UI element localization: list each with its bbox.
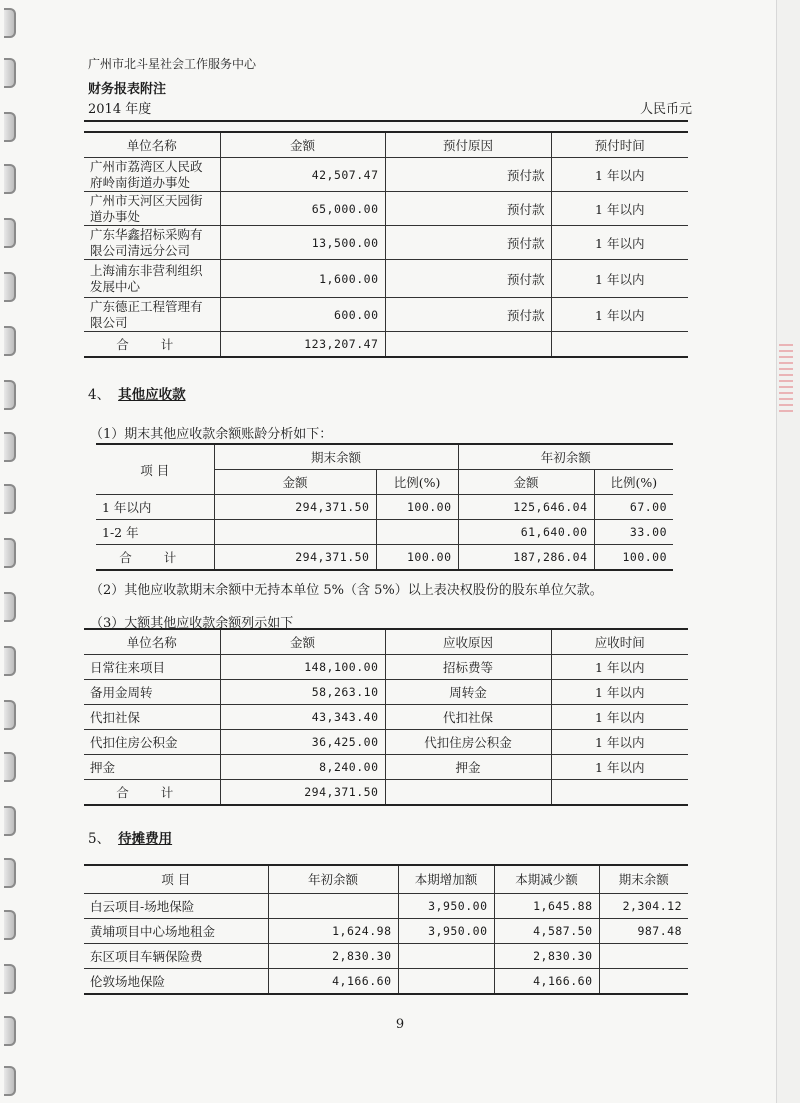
unit-name: 代扣社保 xyxy=(84,705,220,730)
item-cell: 白云项目-场地保险 xyxy=(84,893,268,918)
amount-cell: 13,500.00 xyxy=(220,226,385,260)
amount-cell: 1,600.00 xyxy=(220,260,385,298)
binding-rings xyxy=(0,0,22,1103)
unit-name: 广州市荔湾区人民政府岭南街道办事处 xyxy=(84,158,220,192)
reason-cell: 招标费等 xyxy=(385,655,551,680)
report-title: 财务报表附注 xyxy=(88,82,167,97)
col-header: 年初余额 xyxy=(268,865,398,893)
item-cell: 伦敦场地保险 xyxy=(84,968,268,994)
unit-name: 代扣住房公积金 xyxy=(84,730,220,755)
sub-cell: 4,587.50 xyxy=(494,918,599,943)
begin-cell xyxy=(268,893,398,918)
add-cell: 3,950.00 xyxy=(398,918,494,943)
amount-cell xyxy=(214,520,376,545)
amount-cell: 42,507.47 xyxy=(220,158,385,192)
end-cell xyxy=(599,968,688,994)
prepaid-table xyxy=(84,131,688,358)
table-row xyxy=(84,755,688,780)
end-balance-header: 期末余额 xyxy=(214,444,458,470)
table-row xyxy=(84,893,688,918)
table-row xyxy=(96,495,673,520)
begin-cell: 2,830.30 xyxy=(268,943,398,968)
shareholder-note: （2）其他应收款期末余额中无持本单位 5%（含 5%）以上表决权股份的股东单位欠款。 xyxy=(90,583,603,598)
reason-cell: 预付款 xyxy=(385,158,551,192)
table-row xyxy=(84,730,688,755)
amount-header: 金额 xyxy=(214,470,376,495)
unit-name: 广东德正工程管理有限公司 xyxy=(84,298,220,332)
table-row xyxy=(84,918,688,943)
add-cell xyxy=(398,968,494,994)
time-cell: 1 年以内 xyxy=(551,755,688,780)
add-cell: 3,950.00 xyxy=(398,893,494,918)
col-header: 本期减少额 xyxy=(494,865,599,893)
reason-cell: 预付款 xyxy=(385,260,551,298)
col-header: 预付原因 xyxy=(385,132,551,158)
red-stamp-mark xyxy=(778,340,796,460)
end-cell: 987.48 xyxy=(599,918,688,943)
table-row xyxy=(84,298,688,332)
table-row xyxy=(84,943,688,968)
section-number: 4、 xyxy=(88,387,111,403)
section-title: 其他应收款 xyxy=(118,387,186,403)
time-cell: 1 年以内 xyxy=(551,226,688,260)
time-cell: 1 年以内 xyxy=(551,192,688,226)
report-year: 2014 年度 xyxy=(88,102,152,117)
end-cell xyxy=(599,943,688,968)
total-label: 合 计 xyxy=(84,332,220,358)
prepaid-expenses-table xyxy=(84,864,688,995)
time-cell: 1 年以内 xyxy=(551,730,688,755)
begin-cell: 4,166.60 xyxy=(268,968,398,994)
begin-balance-header: 年初余额 xyxy=(458,444,673,470)
table-row xyxy=(84,192,688,226)
org-name: 广州市北斗星社会工作服务中心 xyxy=(88,57,257,71)
reason-cell: 周转金 xyxy=(385,680,551,705)
table-row xyxy=(84,226,688,260)
item-cell: 1-2 年 xyxy=(96,520,214,545)
time-cell: 1 年以内 xyxy=(551,298,688,332)
total-ratio: 100.00 xyxy=(376,545,458,571)
unit-name: 日常往来项目 xyxy=(84,655,220,680)
ratio-cell xyxy=(376,520,458,545)
col-header: 应收原因 xyxy=(385,629,551,655)
item-cell: 东区项目车辆保险费 xyxy=(84,943,268,968)
unit-name: 押金 xyxy=(84,755,220,780)
time-cell: 1 年以内 xyxy=(551,158,688,192)
table-row xyxy=(84,680,688,705)
unit-name: 广东华鑫招标采购有限公司清远分公司 xyxy=(84,226,220,260)
col-header: 项 目 xyxy=(84,865,268,893)
begin-cell: 1,624.98 xyxy=(268,918,398,943)
item-cell: 1 年以内 xyxy=(96,495,214,520)
col-header: 预付时间 xyxy=(551,132,688,158)
page-number: 9 xyxy=(395,1017,405,1032)
time-cell: 1 年以内 xyxy=(551,655,688,680)
item-header: 项 目 xyxy=(96,444,214,495)
aging-table xyxy=(96,443,673,571)
amount-cell: 294,371.50 xyxy=(214,495,376,520)
total-row xyxy=(84,332,688,358)
total-amount: 187,286.04 xyxy=(458,545,594,571)
reason-cell: 押金 xyxy=(385,755,551,780)
item-cell: 黄埔项目中心场地租金 xyxy=(84,918,268,943)
large-receivables-intro: （3）大额其他应收款余额列示如下 xyxy=(90,616,294,631)
amount-cell: 43,343.40 xyxy=(220,705,385,730)
reason-cell: 代扣住房公积金 xyxy=(385,730,551,755)
total-label: 合 计 xyxy=(96,545,214,571)
amount-cell: 61,640.00 xyxy=(458,520,594,545)
section-5-heading xyxy=(88,827,172,847)
page-edge xyxy=(776,0,800,1103)
reason-cell: 预付款 xyxy=(385,226,551,260)
table-row xyxy=(84,158,688,192)
section-number: 5、 xyxy=(88,831,111,847)
aging-intro: （1）期末其他应收款余额账龄分析如下： xyxy=(90,427,333,442)
amount-cell: 125,646.04 xyxy=(458,495,594,520)
col-header: 金额 xyxy=(220,629,385,655)
large-receivables-table xyxy=(84,628,688,806)
total-row xyxy=(84,780,688,806)
amount-cell: 65,000.00 xyxy=(220,192,385,226)
total-row xyxy=(96,545,673,571)
table-row xyxy=(84,655,688,680)
col-header: 金额 xyxy=(220,132,385,158)
add-cell xyxy=(398,943,494,968)
total-ratio: 100.00 xyxy=(594,545,673,571)
ratio-cell: 67.00 xyxy=(594,495,673,520)
sub-cell: 1,645.88 xyxy=(494,893,599,918)
col-header: 单位名称 xyxy=(84,132,220,158)
amount-header: 金额 xyxy=(458,470,594,495)
time-cell: 1 年以内 xyxy=(551,680,688,705)
currency-label: 人民币元 xyxy=(639,102,692,117)
section-4-heading xyxy=(88,383,186,403)
unit-name: 上海浦东非营利组织发展中心 xyxy=(84,260,220,298)
reason-cell: 预付款 xyxy=(385,298,551,332)
total-amount: 294,371.50 xyxy=(214,545,376,571)
amount-cell: 148,100.00 xyxy=(220,655,385,680)
table-row xyxy=(96,520,673,545)
section-title: 待摊费用 xyxy=(118,831,173,847)
sub-cell: 2,830.30 xyxy=(494,943,599,968)
col-header: 单位名称 xyxy=(84,629,220,655)
sub-cell: 4,166.60 xyxy=(494,968,599,994)
col-header: 应收时间 xyxy=(551,629,688,655)
ratio-cell: 100.00 xyxy=(376,495,458,520)
ratio-header: 比例(%) xyxy=(376,470,458,495)
total-amount: 294,371.50 xyxy=(220,780,385,806)
amount-cell: 600.00 xyxy=(220,298,385,332)
unit-name: 广州市天河区天园街道办事处 xyxy=(84,192,220,226)
time-cell: 1 年以内 xyxy=(551,705,688,730)
reason-cell: 代扣社保 xyxy=(385,705,551,730)
ratio-header: 比例(%) xyxy=(594,470,673,495)
unit-name: 备用金周转 xyxy=(84,680,220,705)
header-rule xyxy=(84,120,688,122)
table-row xyxy=(84,705,688,730)
table-row xyxy=(84,968,688,994)
table-row xyxy=(84,260,688,298)
amount-cell: 58,263.10 xyxy=(220,680,385,705)
ratio-cell: 33.00 xyxy=(594,520,673,545)
total-label: 合 计 xyxy=(84,780,220,806)
col-header: 期末余额 xyxy=(599,865,688,893)
total-amount: 123,207.47 xyxy=(220,332,385,358)
col-header: 本期增加额 xyxy=(398,865,494,893)
amount-cell: 8,240.00 xyxy=(220,755,385,780)
end-cell: 2,304.12 xyxy=(599,893,688,918)
time-cell: 1 年以内 xyxy=(551,260,688,298)
amount-cell: 36,425.00 xyxy=(220,730,385,755)
reason-cell: 预付款 xyxy=(385,192,551,226)
